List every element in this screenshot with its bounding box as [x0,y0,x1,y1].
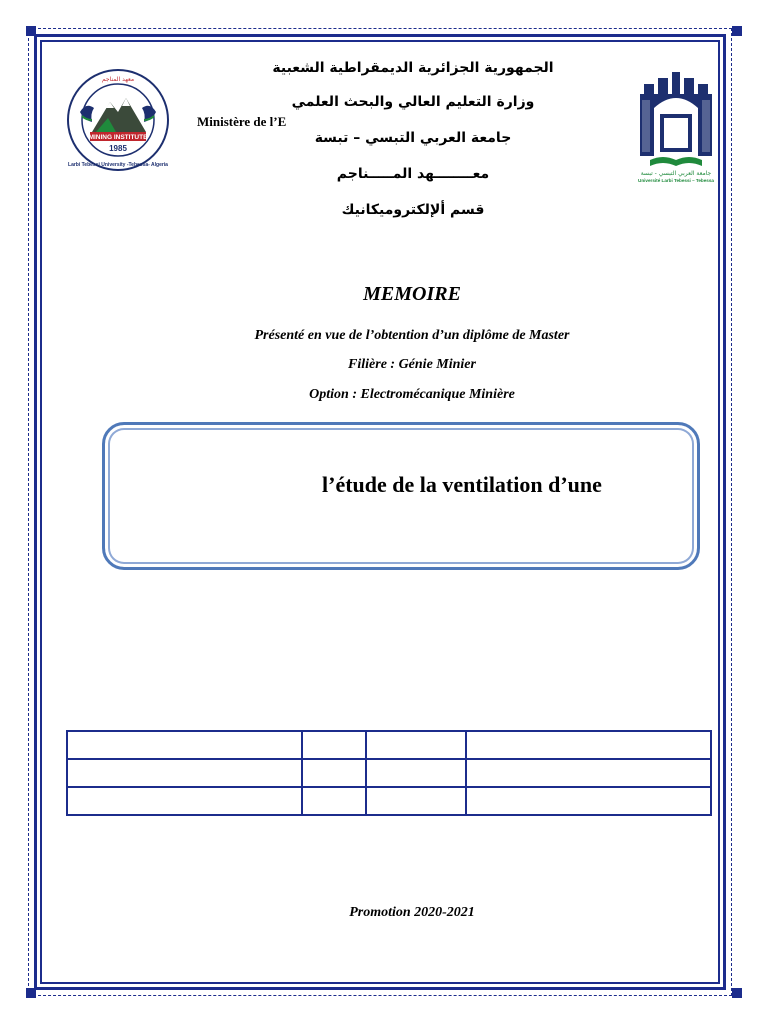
table-cell [466,731,711,759]
svg-text:Université Larbi Tebessi – Teb: Université Larbi Tebessi – Tebessa [638,178,714,183]
arabic-header-line-4: معــــــــهد المـــــناجم [336,166,490,182]
corner-ornament-top-right [732,26,742,36]
svg-text:Larbi Tebessi University -Tebe: Larbi Tebessi University -Tebessa- Algeria [68,162,168,168]
table-cell [466,787,711,815]
table-cell [67,731,302,759]
table-cell [302,759,366,787]
svg-text:1985: 1985 [109,144,127,153]
table-cell [366,731,466,759]
corner-ornament-bottom-left [26,988,36,998]
svg-text:معهد المناجم: معهد المناجم [101,76,135,83]
mining-institute-seal-icon [66,68,170,172]
table-row [67,731,711,759]
memoire-heading: MEMOIRE [363,283,461,305]
option-line: Option : Electromécanique Minière [309,387,515,402]
corner-ornament-bottom-right [732,988,742,998]
table-cell [67,787,302,815]
university-logo-icon [630,64,722,184]
jury-table [66,730,712,816]
table-cell [466,759,711,787]
table-cell [302,787,366,815]
corner-ornament-top-left [26,26,36,36]
svg-text:جامعة العربي التبسي - تبسة: جامعة العربي التبسي - تبسة [640,170,712,177]
table-row [67,787,711,815]
ministry-french-label: Ministère de l’E [197,114,287,129]
table-cell [366,759,466,787]
table-row [67,759,711,787]
arabic-header-line-1: الجمهورية الجزائرية الديمقراطية الشعبية [272,60,554,76]
arabic-header-line-2: وزارة التعليم العالي والبحث العلمي [291,94,535,110]
promotion-label: Promotion 2020-2021 [349,905,475,920]
arabic-header-line-3: جامعة العربي التبسي – تبسة [314,130,512,146]
table-cell [67,759,302,787]
memoire-subtitle: Présenté en vue de l’obtention d’un diplôme de Master [254,328,570,343]
table-cell [302,731,366,759]
filiere-line: Filière : Génie Minier [348,357,476,372]
arabic-header-line-5: قسم ألإلكتروميكانيك [341,202,485,218]
svg-text:MINING INSTITUTE: MINING INSTITUTE [88,134,148,141]
table-cell [366,787,466,815]
thesis-title: l’étude de la ventilation d’une [322,472,602,497]
